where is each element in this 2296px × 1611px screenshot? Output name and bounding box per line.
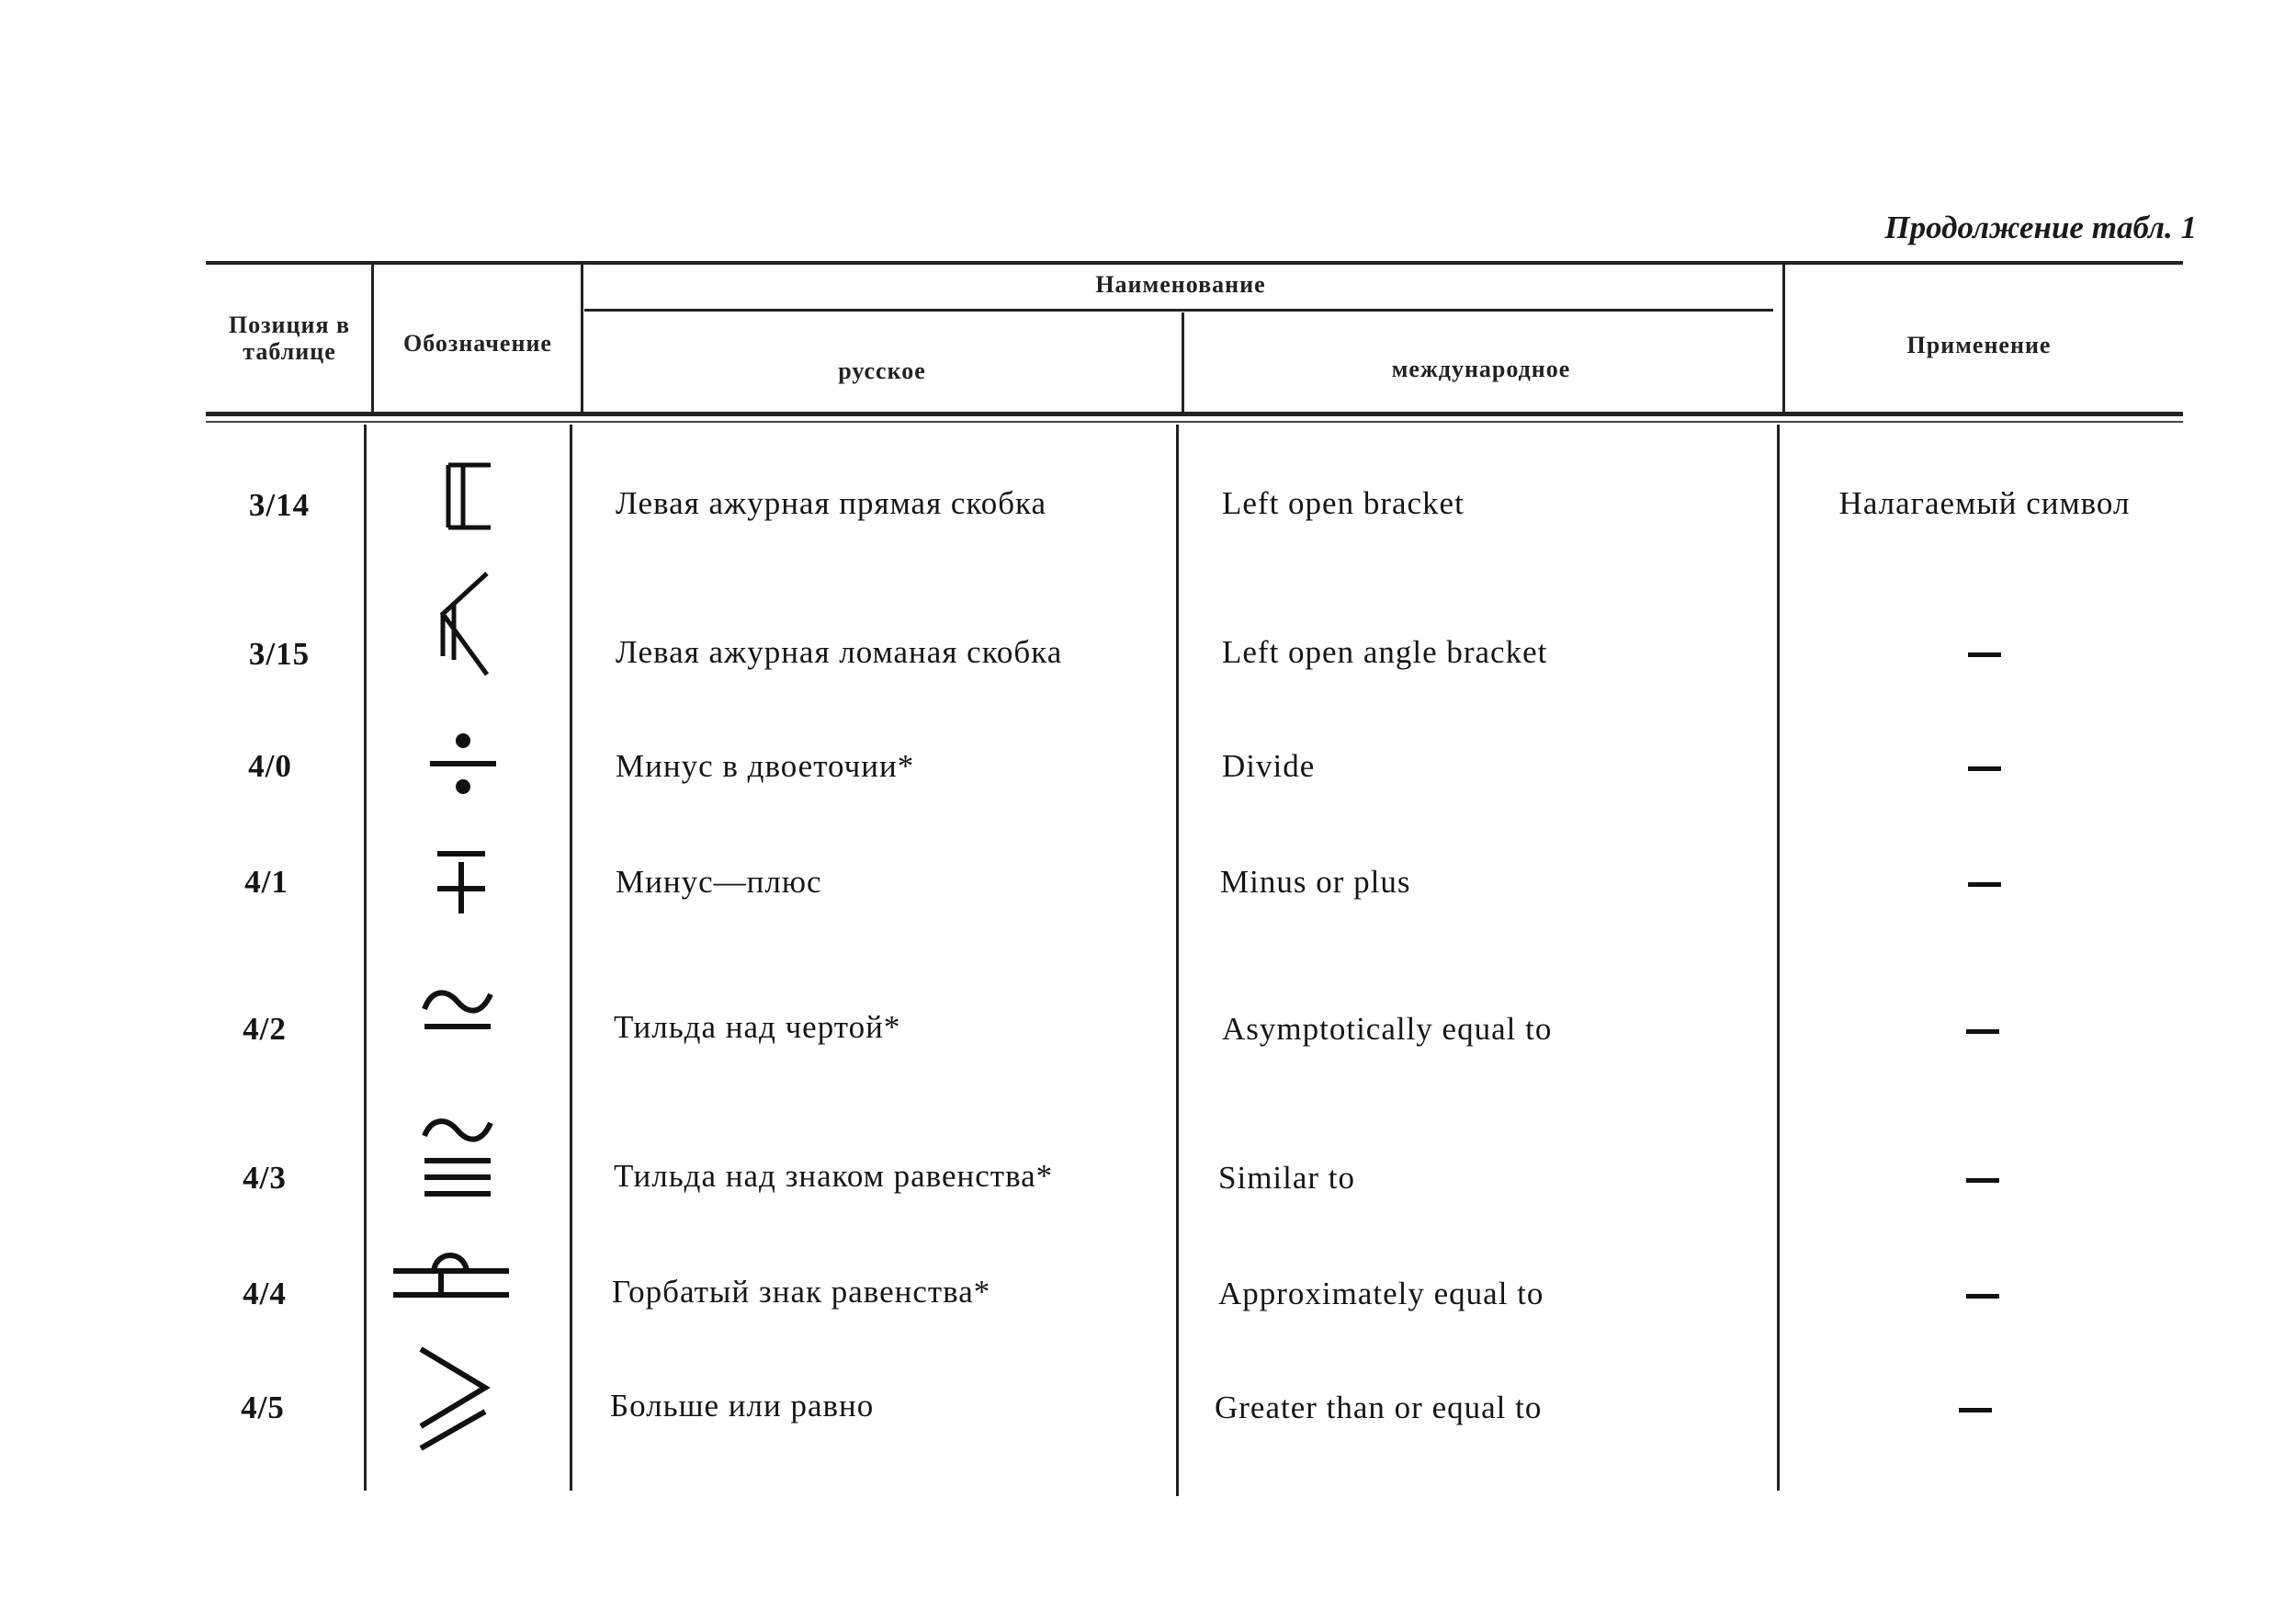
col-divider-1 — [364, 425, 367, 1491]
divide-icon — [426, 732, 500, 796]
continuation-label: Продолжение табл. 1 — [1884, 210, 2197, 245]
header-designation: Обозначение — [403, 330, 552, 357]
greater-than-or-equal-icon — [413, 1344, 496, 1454]
header-international: международное — [1391, 356, 1571, 382]
row-application — [1792, 634, 2177, 671]
col-divider-1-head — [371, 263, 374, 414]
row-application: Налагаемый символ — [1838, 485, 2131, 521]
row-position: 3/15 — [248, 636, 311, 672]
row-international-name: Greater than or equal to — [1215, 1390, 1543, 1425]
row-position: 4/5 — [241, 1390, 285, 1425]
similar-to-icon — [419, 1112, 496, 1204]
row-application — [1782, 1390, 2168, 1426]
col-divider-4-head — [1782, 263, 1785, 414]
left-open-bracket-icon — [435, 461, 500, 531]
row-position: 4/1 — [244, 864, 288, 900]
col-divider-4 — [1777, 425, 1780, 1491]
col-divider-2 — [570, 425, 572, 1491]
row-international-name: Asymptotically equal to — [1222, 1011, 1553, 1047]
row-russian-name: Горбатый знак равенства* — [612, 1274, 991, 1310]
header-bottom-rule-2 — [206, 421, 2183, 423]
row-international-name: Similar to — [1218, 1160, 1356, 1196]
row-international-name: Left open angle bracket — [1222, 634, 1548, 670]
name-group-rule — [584, 309, 1773, 312]
col-divider-2-head — [581, 263, 583, 414]
row-position: 4/2 — [243, 1011, 287, 1047]
row-russian-name: Больше или равно — [610, 1388, 875, 1424]
header-russian: русское — [838, 357, 926, 384]
row-russian-name: Минус—плюс — [616, 864, 822, 900]
row-application — [1792, 748, 2177, 785]
table-top-rule — [206, 261, 2183, 265]
row-application — [1790, 1160, 2176, 1197]
asymptotically-equal-icon — [419, 981, 496, 1037]
row-application — [1792, 864, 2177, 901]
header-name-group: Наименование — [1095, 271, 1266, 298]
row-international-name: Left open bracket — [1222, 485, 1465, 521]
row-russian-name: Минус в двоеточии* — [616, 748, 915, 784]
row-russian-name: Тильда над чертой* — [614, 1009, 901, 1045]
col-divider-3-head — [1182, 312, 1184, 414]
row-application — [1790, 1276, 2176, 1312]
left-open-angle-bracket-icon — [430, 568, 503, 678]
row-international-name: Approximately equal to — [1218, 1276, 1544, 1311]
header-application: Применение — [1906, 332, 2052, 358]
row-international-name: Minus or plus — [1220, 864, 1411, 900]
header-position: Позиция в таблице — [228, 312, 351, 365]
row-application — [1790, 1011, 2176, 1048]
row-position: 3/14 — [248, 487, 311, 523]
row-russian-name: Левая ажурная прямая скобка — [616, 485, 1047, 521]
row-russian-name: Левая ажурная ломаная скобка — [616, 634, 1063, 670]
header-bottom-rule — [206, 412, 2183, 416]
col-divider-3 — [1176, 425, 1179, 1496]
minus-or-plus-icon — [432, 845, 491, 915]
row-russian-name: Тильда над знаком равенства* — [614, 1158, 1054, 1194]
approximately-equal-icon — [391, 1244, 511, 1309]
row-position: 4/4 — [243, 1276, 287, 1311]
row-international-name: Divide — [1222, 748, 1316, 784]
row-position: 4/3 — [243, 1160, 287, 1196]
row-position: 4/0 — [248, 748, 292, 784]
